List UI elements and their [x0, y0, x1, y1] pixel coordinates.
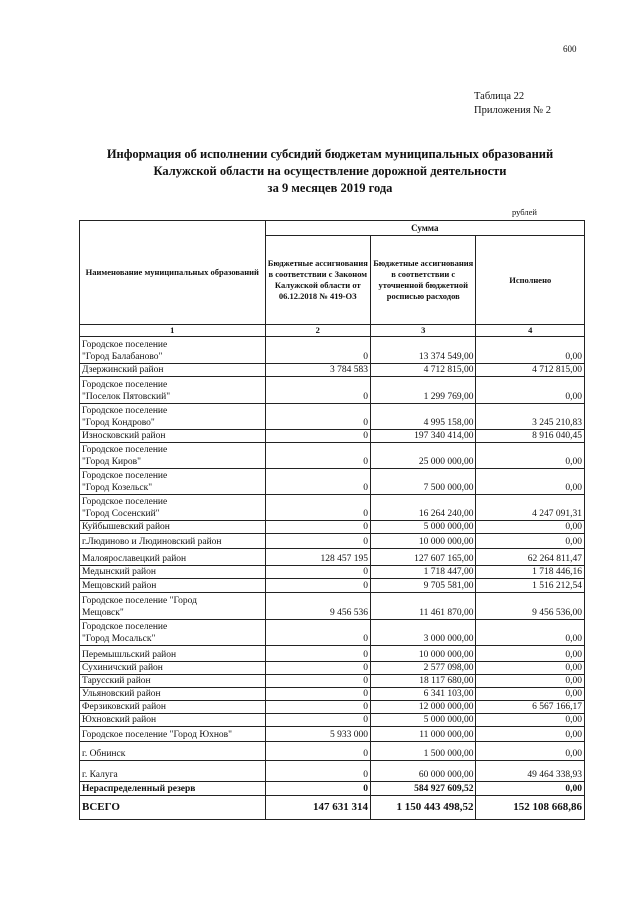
municipality-name [80, 662, 266, 675]
municipality-name [80, 549, 266, 566]
name-line-1: Юхновский район [82, 714, 157, 725]
municipality-name [80, 566, 266, 579]
table-row [80, 675, 585, 688]
name-line-1: Городское поселение [82, 406, 168, 416]
table-row [80, 549, 585, 566]
allocation-revised-value: 16 264 240,00 [371, 495, 476, 521]
name-line-1: Городское поселение [82, 340, 168, 350]
allocation-revised-value: 1 718 447,00 [371, 566, 476, 579]
municipality-name [80, 377, 266, 404]
table-row [80, 469, 585, 495]
name-line-1: Городское поселение "Город Юхнов" [82, 729, 233, 740]
allocation-law-value: 0 [265, 688, 370, 701]
reserve-row [80, 782, 585, 796]
municipality-name [80, 364, 266, 377]
executed-value: 62 264 811,47 [476, 549, 585, 566]
table-row [80, 701, 585, 714]
allocation-revised-value: 4 995 158,00 [371, 404, 476, 430]
reserve-allocation-revised: 584 927 609,52 [371, 782, 476, 796]
table-row [80, 593, 585, 620]
executed-value: 0,00 [476, 377, 585, 404]
executed-value: 49 464 338,93 [476, 761, 585, 782]
allocation-revised-value: 1 500 000,00 [371, 742, 476, 761]
header-index-1: 1 [80, 325, 266, 337]
name-line-1: Мещовский район [82, 580, 157, 591]
municipality-name [80, 761, 266, 782]
municipality-name [80, 521, 266, 534]
name-line-1: Городское поселение [82, 497, 168, 507]
header-col-a: Бюджетные ассигнования в соответствии с Законом Калужской области от 06.12.2018 № 419-ОЗ [265, 236, 370, 325]
name-line-1: Городское поселение [82, 471, 168, 481]
executed-value: 0,00 [476, 646, 585, 662]
executed-value: 0,00 [476, 688, 585, 701]
municipality-name [80, 469, 266, 495]
allocation-law-value: 0 [265, 521, 370, 534]
allocation-revised-value: 12 000 000,00 [371, 701, 476, 714]
allocation-law-value: 0 [265, 534, 370, 549]
allocation-law-value: 0 [265, 742, 370, 761]
table-row [80, 620, 585, 646]
total-row [80, 796, 585, 820]
municipality-name [80, 430, 266, 443]
allocation-revised-value: 9 705 581,00 [371, 579, 476, 593]
name-line-2: "Город Мосальск" [82, 633, 156, 644]
executed-value: 0,00 [476, 469, 585, 495]
executed-value: 0,00 [476, 662, 585, 675]
table-row [80, 761, 585, 782]
name-line-1: Куйбышевский район [82, 521, 170, 532]
allocation-law-value: 0 [265, 443, 370, 469]
name-line-2: "Город Сосенский" [82, 508, 160, 519]
municipality-name [80, 688, 266, 701]
allocation-law-value: 9 456 536 [265, 593, 370, 620]
reserve-executed: 0,00 [476, 782, 585, 796]
name-line-1: Малоярославецкий район [82, 553, 187, 564]
municipality-name [80, 495, 266, 521]
appendix-line-2: Приложения № 2 [474, 105, 552, 116]
name-line-1: Медынский район [82, 566, 156, 577]
name-line-1: Городское поселение "Город [82, 596, 197, 606]
total-allocation-revised: 1 150 443 498,52 [371, 796, 476, 820]
allocation-law-value: 0 [265, 495, 370, 521]
municipality-name [80, 337, 266, 364]
name-line-1: Ферзиковский район [82, 701, 166, 712]
allocation-law-value: 0 [265, 761, 370, 782]
executed-value: 9 456 536,00 [476, 593, 585, 620]
allocation-revised-value: 3 000 000,00 [371, 620, 476, 646]
reserve-allocation-law: 0 [265, 782, 370, 796]
allocation-revised-value: 11 000 000,00 [371, 727, 476, 742]
allocation-law-value: 0 [265, 701, 370, 714]
allocation-law-value: 128 457 195 [265, 549, 370, 566]
appendix-line-1: Таблица 22 [474, 91, 525, 102]
executed-value: 3 245 210,83 [476, 404, 585, 430]
table-row [80, 579, 585, 593]
executed-value: 0,00 [476, 620, 585, 646]
allocation-law-value: 0 [265, 337, 370, 364]
municipality-name [80, 443, 266, 469]
executed-value: 0,00 [476, 337, 585, 364]
table-row [80, 566, 585, 579]
name-line-1: г.Людиново и Людиновский район [82, 536, 222, 547]
executed-value: 6 567 166,17 [476, 701, 585, 714]
allocation-revised-value: 2 577 098,00 [371, 662, 476, 675]
reserve-label: Нераспределенный резерв [80, 782, 266, 796]
title-line-3: за 9 месяцев 2019 года [267, 181, 393, 195]
municipality-name [80, 675, 266, 688]
header-name: Наименование муниципальных образований [80, 221, 266, 325]
allocation-revised-value: 1 299 769,00 [371, 377, 476, 404]
name-line-1: Тарусский район [82, 675, 151, 686]
header-sum: Сумма [265, 221, 584, 236]
title-line-2: Калужской области на осуществление дорожной деятельности [153, 164, 507, 178]
table-row [80, 742, 585, 761]
allocation-revised-value: 10 000 000,00 [371, 534, 476, 549]
units-label: рублей [512, 207, 537, 217]
allocation-law-value: 5 933 000 [265, 727, 370, 742]
name-line-1: Дзержинский район [82, 364, 164, 375]
executed-value: 4 712 815,00 [476, 364, 585, 377]
allocation-law-value: 3 784 583 [265, 364, 370, 377]
allocation-law-value: 0 [265, 662, 370, 675]
name-line-2: "Город Козельск" [82, 482, 153, 493]
allocation-law-value: 0 [265, 430, 370, 443]
allocation-law-value: 0 [265, 646, 370, 662]
allocation-law-value: 0 [265, 469, 370, 495]
executed-value: 1 718 446,16 [476, 566, 585, 579]
municipality-name [80, 742, 266, 761]
name-line-1: Городское поселение [82, 380, 168, 390]
allocation-revised-value: 6 341 103,00 [371, 688, 476, 701]
header-index-4: 4 [476, 325, 585, 337]
allocation-law-value: 0 [265, 714, 370, 727]
allocation-revised-value: 13 374 549,00 [371, 337, 476, 364]
table-row [80, 662, 585, 675]
table-row [80, 404, 585, 430]
total-label: ВСЕГО [80, 796, 266, 820]
allocation-law-value: 0 [265, 579, 370, 593]
allocation-revised-value: 10 000 000,00 [371, 646, 476, 662]
name-line-2: "Поселок Пятовский" [82, 391, 171, 402]
allocation-revised-value: 25 000 000,00 [371, 443, 476, 469]
name-line-1: г. Калуга [82, 769, 118, 780]
name-line-2: "Город Балабаново" [82, 351, 163, 362]
table-row [80, 714, 585, 727]
header-col-b: Бюджетные ассигнования в соответствии с уточненной бюджетной росписью расходов [371, 236, 476, 325]
document-title [60, 146, 600, 197]
allocation-law-value: 0 [265, 675, 370, 688]
executed-value: 0,00 [476, 534, 585, 549]
executed-value: 0,00 [476, 727, 585, 742]
name-line-1: Ульяновский район [82, 688, 161, 699]
table-appendix-label [474, 90, 551, 118]
allocation-revised-value: 5 000 000,00 [371, 714, 476, 727]
municipality-name [80, 404, 266, 430]
table-row [80, 727, 585, 742]
municipality-name [80, 646, 266, 662]
executed-value: 4 247 091,31 [476, 495, 585, 521]
name-line-1: Перемышльский район [82, 649, 177, 660]
allocation-law-value: 0 [265, 566, 370, 579]
municipality-name [80, 620, 266, 646]
municipality-name [80, 579, 266, 593]
header-index-2: 2 [265, 325, 370, 337]
table-row [80, 377, 585, 404]
executed-value: 8 916 040,45 [476, 430, 585, 443]
table-row [80, 688, 585, 701]
name-line-1: г. Обнинск [82, 748, 126, 759]
municipality-name [80, 714, 266, 727]
table-row [80, 495, 585, 521]
municipality-name [80, 701, 266, 714]
total-executed: 152 108 668,86 [476, 796, 585, 820]
executed-value: 1 516 212,54 [476, 579, 585, 593]
allocation-revised-value: 127 607 165,00 [371, 549, 476, 566]
table-row [80, 430, 585, 443]
municipality-name [80, 593, 266, 620]
executed-value: 0,00 [476, 714, 585, 727]
allocation-revised-value: 60 000 000,00 [371, 761, 476, 782]
executed-value: 0,00 [476, 521, 585, 534]
executed-value: 0,00 [476, 742, 585, 761]
header-index-3: 3 [371, 325, 476, 337]
table-row [80, 534, 585, 549]
allocation-revised-value: 5 000 000,00 [371, 521, 476, 534]
municipality-name [80, 534, 266, 549]
allocation-law-value: 0 [265, 620, 370, 646]
name-line-1: Износковский район [82, 430, 166, 441]
allocation-revised-value: 7 500 000,00 [371, 469, 476, 495]
header-col-c: Исполнено [476, 236, 585, 325]
name-line-2: "Город Киров" [82, 456, 142, 467]
table-row [80, 364, 585, 377]
table-row [80, 521, 585, 534]
name-line-2: "Город Кондрово" [82, 417, 155, 428]
executed-value: 0,00 [476, 443, 585, 469]
table-body [80, 337, 585, 820]
allocation-revised-value: 4 712 815,00 [371, 364, 476, 377]
executed-value: 0,00 [476, 675, 585, 688]
allocation-revised-value: 11 461 870,00 [371, 593, 476, 620]
name-line-1: Городское поселение [82, 445, 168, 455]
allocation-law-value: 0 [265, 377, 370, 404]
total-allocation-law: 147 631 314 [265, 796, 370, 820]
name-line-2: Мещовск" [82, 607, 124, 618]
page-number: 600 [563, 44, 577, 54]
table-row [80, 443, 585, 469]
name-line-1: Сухиничский район [82, 662, 163, 673]
name-line-1: Городское поселение [82, 622, 168, 632]
table-row [80, 646, 585, 662]
allocation-revised-value: 197 340 414,00 [371, 430, 476, 443]
allocation-revised-value: 18 117 680,00 [371, 675, 476, 688]
municipality-name [80, 727, 266, 742]
title-line-1: Информация об исполнении субсидий бюджетам муниципальных образований [106, 147, 554, 161]
table-row [80, 337, 585, 364]
allocation-law-value: 0 [265, 404, 370, 430]
subsidy-table [79, 220, 585, 820]
